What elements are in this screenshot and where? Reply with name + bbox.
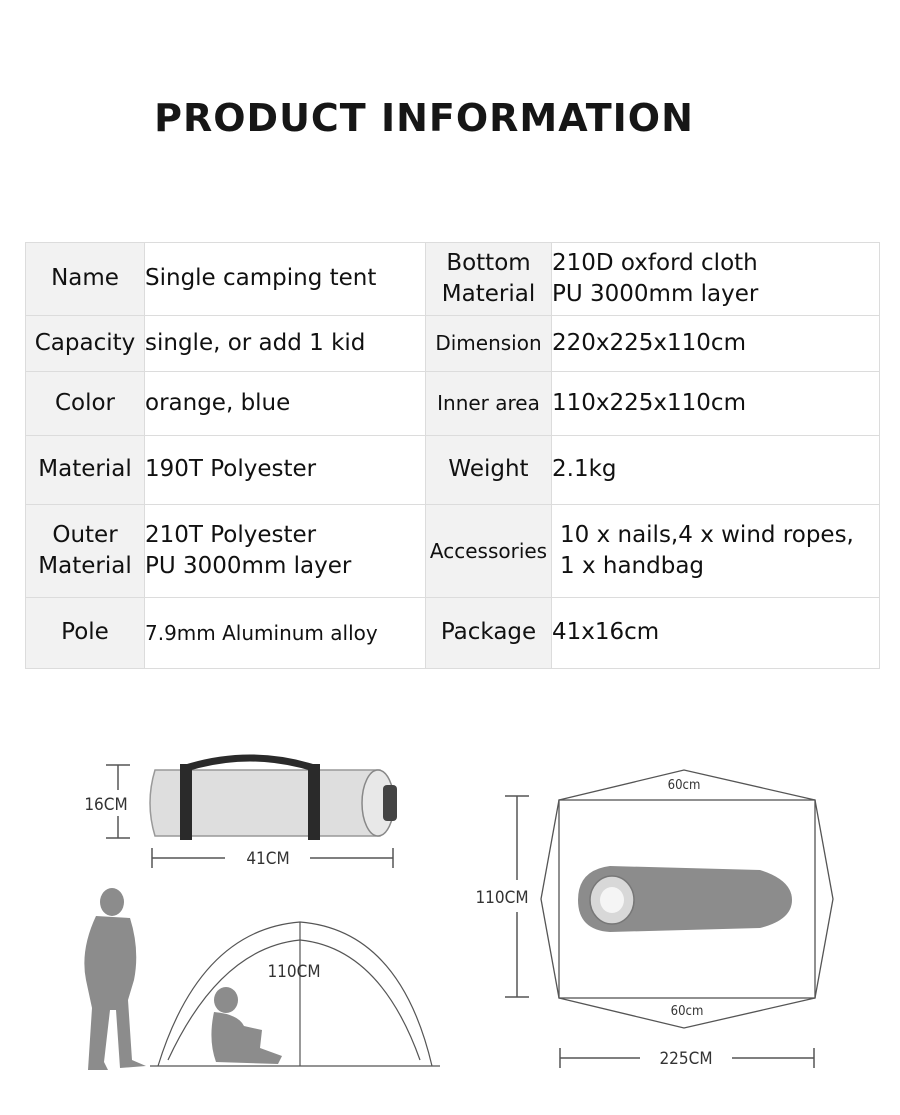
spec-label: Name bbox=[26, 243, 145, 316]
spec-label: Package bbox=[426, 598, 552, 669]
spec-table bbox=[25, 242, 880, 669]
floor-length-label: 225CM bbox=[659, 1049, 713, 1069]
spec-value bbox=[145, 505, 426, 598]
spec-value: Single camping tent bbox=[145, 243, 426, 316]
spec-value bbox=[552, 243, 880, 316]
spec-label: Material bbox=[26, 436, 145, 505]
spec-value: 2.1kg bbox=[552, 436, 880, 505]
spec-label-line: Material bbox=[441, 281, 536, 307]
table-row bbox=[26, 372, 880, 436]
bag-length-label: 41CM bbox=[246, 849, 290, 869]
spec-value: 41x16cm bbox=[552, 598, 880, 669]
table-row bbox=[26, 598, 880, 669]
spec-label: Dimension bbox=[426, 316, 552, 372]
table-row bbox=[26, 505, 880, 598]
spec-label-line: Bottom bbox=[446, 249, 531, 276]
page-title: PRODUCT INFORMATION bbox=[154, 96, 694, 140]
spec-label-line: Material bbox=[38, 553, 132, 579]
spec-label: Inner area bbox=[426, 372, 552, 436]
floor-height-label: 110CM bbox=[475, 888, 529, 908]
table-row bbox=[26, 436, 880, 505]
spec-label-line: Outer bbox=[52, 521, 118, 548]
spec-value: orange, blue bbox=[145, 372, 426, 436]
table-row bbox=[26, 316, 880, 372]
spec-label: Pole bbox=[26, 598, 145, 669]
spec-label bbox=[26, 505, 145, 598]
spec-label: Capacity bbox=[26, 316, 145, 372]
top-width-label: 60cm bbox=[667, 778, 701, 793]
spec-value-line: 1 x handbag bbox=[560, 553, 705, 579]
spec-value-line: 10 x nails,4 x wind ropes, bbox=[560, 521, 854, 548]
tent-height-label: 110CM bbox=[267, 962, 321, 982]
top-view-dimension-lines bbox=[505, 796, 814, 1068]
standing-person-icon bbox=[84, 888, 146, 1070]
spec-value-line: 210D oxford cloth bbox=[552, 249, 758, 276]
table-row bbox=[26, 243, 880, 316]
tent-side-view bbox=[150, 922, 440, 1066]
tent-dimension-diagram bbox=[0, 700, 900, 1100]
spec-value: 7.9mm Aluminum alloy bbox=[145, 598, 426, 669]
sleeping-bag-icon bbox=[578, 866, 792, 932]
spec-label: Weight bbox=[426, 436, 552, 505]
bottom-width-label: 60cm bbox=[670, 1004, 704, 1019]
spec-value-line: PU 3000mm layer bbox=[552, 281, 759, 307]
spec-value: 110x225x110cm bbox=[552, 372, 880, 436]
spec-label bbox=[426, 243, 552, 316]
packed-bag bbox=[150, 758, 397, 840]
spec-label: Accessories bbox=[426, 505, 552, 598]
spec-value: 190T Polyester bbox=[145, 436, 426, 505]
spec-value: 220x225x110cm bbox=[552, 316, 880, 372]
spec-value: single, or add 1 kid bbox=[145, 316, 426, 372]
spec-label: Color bbox=[26, 372, 145, 436]
spec-value-line: 210T Polyester bbox=[145, 521, 317, 548]
bag-height-label: 16CM bbox=[84, 795, 128, 815]
spec-value bbox=[552, 505, 880, 598]
spec-value-line: PU 3000mm layer bbox=[145, 553, 352, 579]
sitting-person-icon bbox=[211, 987, 282, 1064]
